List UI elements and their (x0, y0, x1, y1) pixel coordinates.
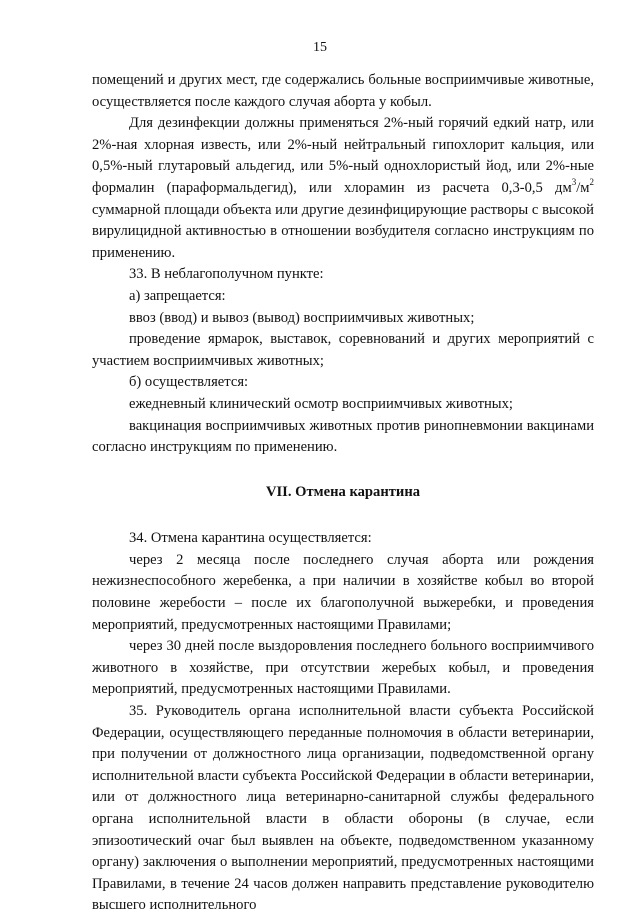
paragraph-item-33: 33. В неблагополучном пункте: (129, 266, 324, 283)
paragraph-performed: б) осуществляется: (129, 374, 249, 391)
paragraph-continuation: помещений и других мест, где содержались больные восприимчивые животные, осуществляется после каждого случая аборта у кобыл. (92, 72, 594, 110)
section-heading: VII. Отмена карантина (265, 483, 421, 500)
superscript-square: 2 (589, 177, 594, 188)
disinfection-text-unit: /м (576, 179, 590, 196)
document-body (92, 70, 594, 917)
paragraph-item-35: 35. Руководитель органа исполнительной власти субъекта Российской Федерации, осуществляющего переданные полномочия в области ветеринарии, при получении от должностного лица организации, подведомственной органу исполнительной власти субъекта Российской Федерации в области ветеринарии, или от должностного лица ветеринарно-санитарной службы федерального органа исполнительной власти в области обороны (в случае, если эпизоотический очаг был выявлен на объекте, подведомственном указанному органу) заключения о выполнении мероприятий, предусмотренных настоящими Правилами, в течение 24 часов должен направить представление руководителю высшего исполнительного (92, 703, 594, 914)
page-number: 15 (313, 40, 327, 55)
paragraph-import-export: ввоз (ввод) и вывоз (вывод) восприимчивых животных; (129, 309, 475, 326)
disinfection-text-main: Для дезинфекции должны применяться 2%-ный горячий едкий натр, или 2%-ная хлорная известь, или 2%-ный нейтральный гипохлорит кальция, или 0,5%-ный глутаровый альдегид, или 5%-ный однохлористый йод, или 2%-ные формалин (параформальдегид), или хлорамин из расчета 0,3-0,5 дм (92, 115, 594, 196)
disinfection-text-end: суммарной площади объекта или другие дезинфицирующие растворы с высокой вирулицидной активностью в отношении возбудителя согласно инструкциям по применению. (92, 201, 594, 261)
superscript-cube: 3 (571, 177, 577, 188)
paragraph-thirty-days: через 30 дней после выздоровления последнего больного восприимчивого животного в хозяйстве, при отсутствии жеребых кобыл, и проведения мероприятий, предусмотренных настоящими Правилами. (92, 638, 594, 698)
paragraph-prohibited: а) запрещается: (129, 287, 226, 304)
paragraph-fairs: проведение ярмарок, выставок, соревнований и других мероприятий с участием восприимчивых животных; (92, 331, 594, 369)
paragraph-item-34: 34. Отмена карантина осуществляется: (129, 530, 372, 547)
paragraph-two-months: через 2 месяца после последнего случая аборта или рождения нежизнеспособного жеребенка, а при наличии в хозяйстве кобыл во второй половине жеребости – после их благополучной выжеребки, и проведения мероприятий, предусмотренных настоящими Правилами; (92, 551, 594, 633)
paragraph-inspection: ежедневный клинический осмотр восприимчивых животных; (129, 395, 513, 412)
paragraph-disinfection (92, 113, 594, 264)
paragraph-vaccination: вакцинация восприимчивых животных против ринопневмонии вакцинами согласно инструкциям по применению. (92, 417, 594, 456)
